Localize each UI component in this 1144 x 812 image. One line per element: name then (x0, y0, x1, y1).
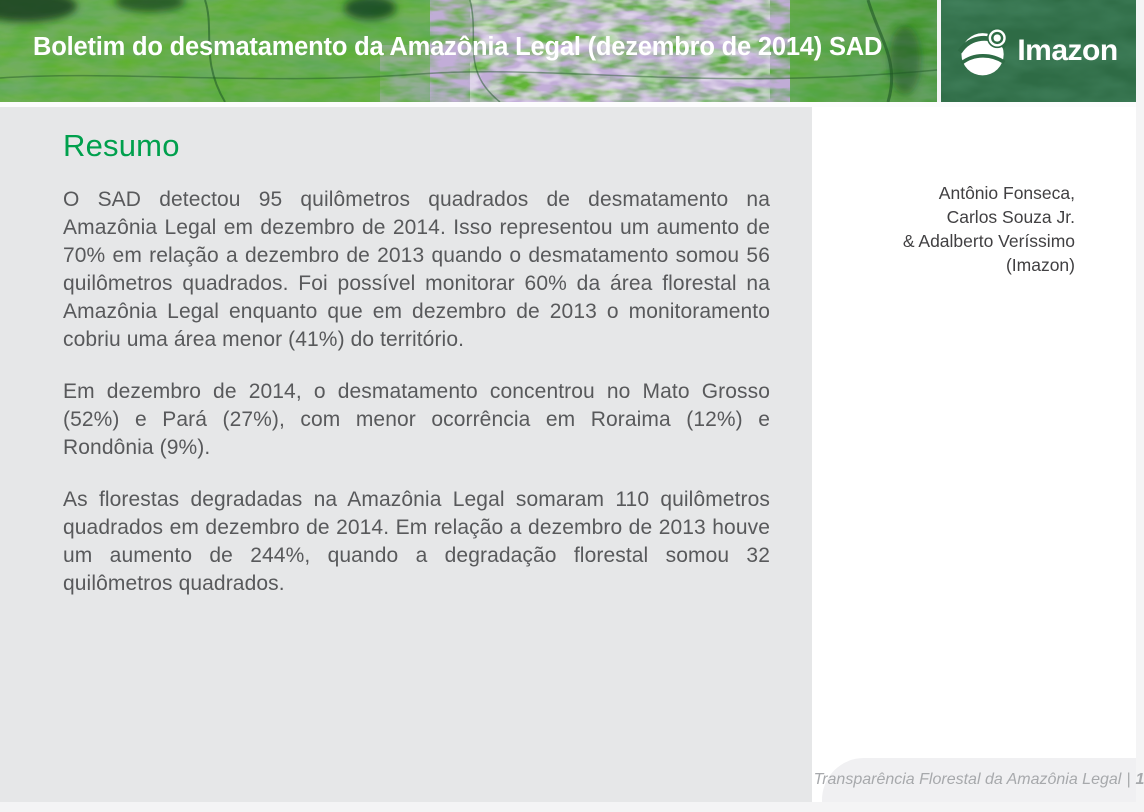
footer-separator: | (1126, 771, 1131, 788)
imazon-logo-text: Imazon (1017, 34, 1118, 67)
page-title: Boletim do desmatamento da Amazônia Legal (dezembro de 2014) SAD (33, 33, 883, 61)
author-line: Carlos Souza Jr. (946, 207, 1075, 227)
authors-block (903, 181, 1075, 277)
author-line: Antônio Fonseca, (938, 183, 1075, 203)
footer-text: Transparência Florestal da Amazônia Legal (813, 771, 1122, 788)
summary-paragraph-1: O SAD detectou 95 quilômetros quadrados de desmatamento na Amazônia Legal em dezembro de 2014. Isso representou um aumento de 70% em relação a dezembro de 2013 quando o desmatamento somou 56 quilômetros quadrados. Foi possível monitorar 60% da área florestal na Amazônia Legal enquanto que em dezembro de 2013 o monitoramento cobriu uma área menor (41%) do território. (63, 188, 770, 351)
header (0, 0, 1136, 102)
content-area (0, 107, 812, 802)
summary-paragraph-2: Em dezembro de 2014, o desmatamento concentrou no Mato Grosso (52%) e Pará (27%), com menor ocorrência em Roraima (12%) e Rondônia (9%). (63, 380, 770, 459)
author-affiliation: (Imazon) (1005, 255, 1075, 275)
imazon-logo-icon (959, 25, 1011, 77)
summary-paragraph-3: As florestas degradadas na Amazônia Legal somaram 110 quilômetros quadrados em dezembro de 2014. Em relação a dezembro de 2013 houve um aumento de 244%, quando a degradação florestal somou 32 quilômetros quadrados. (63, 488, 770, 595)
bottom-strip (0, 802, 1136, 812)
page-number: 1 (1135, 771, 1144, 788)
section-heading: Resumo (63, 128, 180, 163)
footer-tab (813, 758, 1144, 802)
logo-block (941, 0, 1136, 102)
author-line: & Adalberto Veríssimo (902, 231, 1075, 251)
